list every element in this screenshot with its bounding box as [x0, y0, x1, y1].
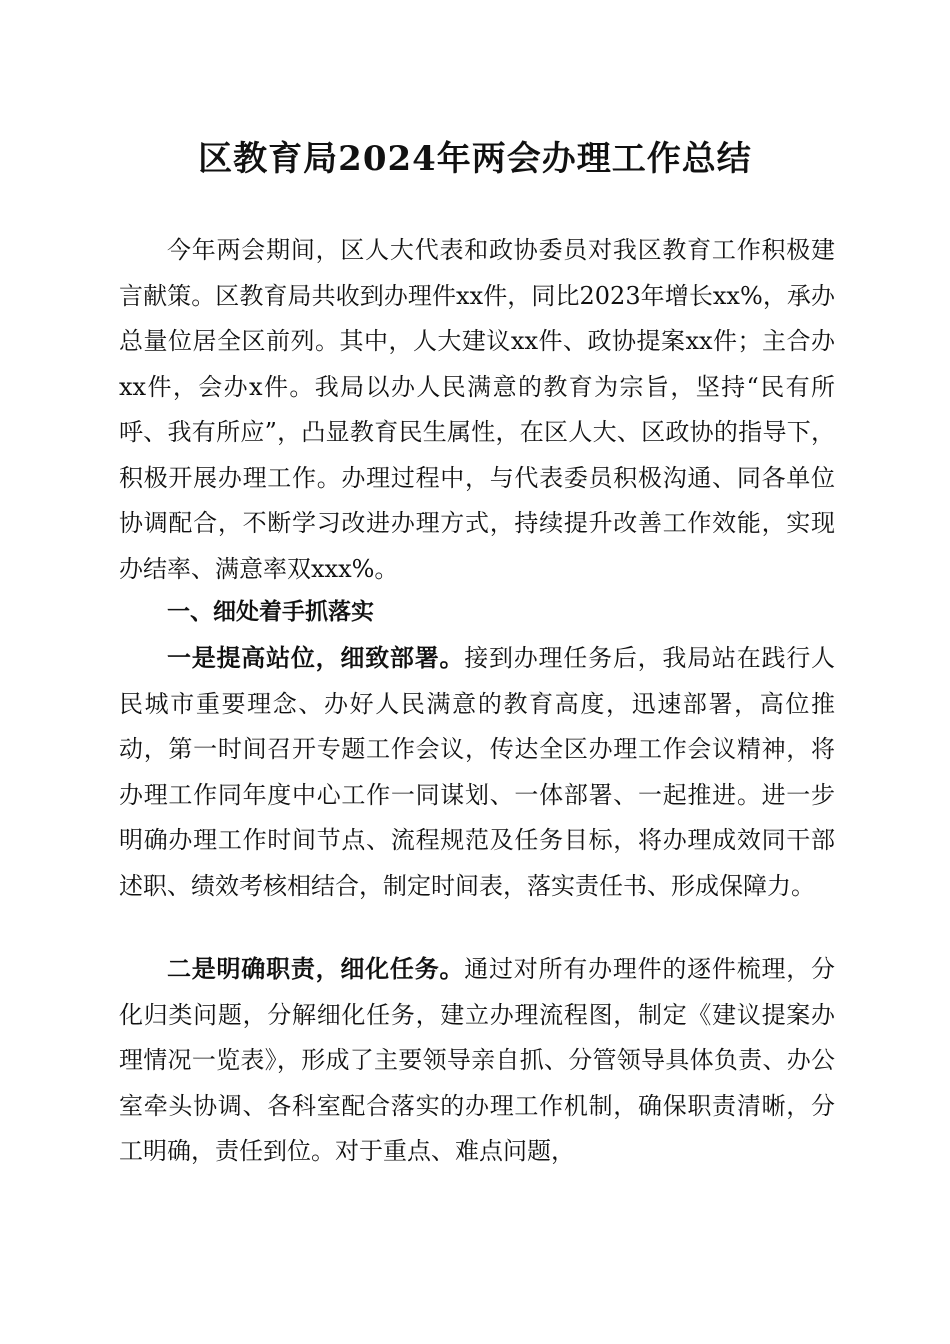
paragraph-point-2	[119, 946, 835, 1175]
document-title: 区教育局2024年两会办理工作总结	[198, 139, 752, 179]
paragraph-point-1	[119, 635, 835, 909]
point-1-body: 接到办理任务后，我局站在践行人民城市重要理念、办好人民满意的教育高度，迅速部署，高位推动，第一时间召开专题工作会议，传达全区办理工作会议精神，将办理工作同年度中心工作一同谋划、一体部署、一起推进。进一步明确办理工作时间节点、流程规范及任务目标，将办理成效同干部述职、绩效考核相结合，制定时间表，落实责任书、形成保障力。	[119, 644, 836, 900]
section-heading-1: 一、细处着手抓落实	[167, 599, 374, 625]
point-2-lead: 二是明确职责，细化任务。	[167, 954, 465, 983]
point-2-body: 通过对所有办理件的逐件梳理，分化归类问题，分解细化任务，建立办理流程图，制定《建议提案办理情况一览表》，形成了主要领导亲自抓、分管领导具体负责、办公室牵头协调、各科室配合落实的办理工作机制，确保职责清晰，分工明确，责任到位。对于重点、难点问题，	[119, 955, 836, 1165]
intro-paragraph: 今年两会期间，区人大代表和政协委员对我区教育工作积极建言献策。区教育局共收到办理件xx件，同比2023年增长xx%，承办总量位居全区前列。其中，人大建议xx件、政协提案xx件；主合办xx件，会办x件。我局以办人民满意的教育为宗旨，坚持“民有所呼、我有所应”，凸显教育民生属性，在区人大、区政协的指导下，积极开展办理工作。办理过程中，与代表委员积极沟通、同各单位协调配合，不断学习改进办理方式，持续提升改善工作效能，实现办结率、满意率双xxx%。	[119, 236, 835, 583]
point-1-lead: 一是提高站位，细致部署。	[167, 643, 465, 672]
